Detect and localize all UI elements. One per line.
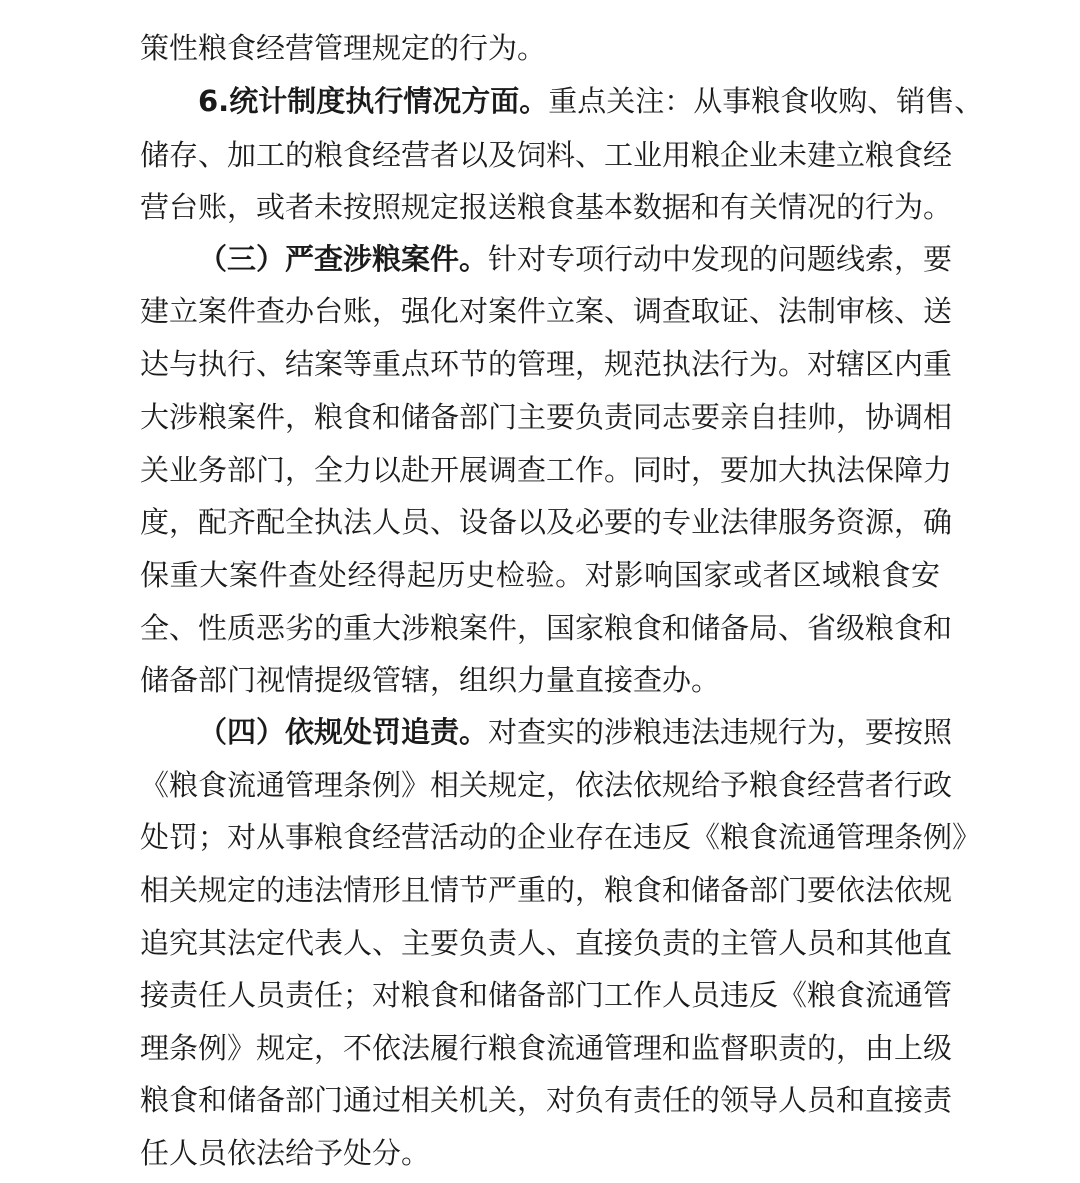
paragraph-line: [140, 284, 953, 338]
paragraph-line: [140, 443, 953, 497]
paragraph-line: [140, 1126, 940, 1180]
paragraph-text: 处罚；对从事粮食经营活动的企业存在违反《粮食流通管理条例》: [140, 820, 982, 854]
paragraph-line: [140, 863, 953, 917]
paragraph-text: 针对专项行动中发现的问题线索，要: [488, 242, 953, 276]
paragraph-text: 相关规定的违法情形且情节严重的，粮食和储备部门要依法依规: [140, 873, 953, 907]
paragraph-line: [140, 653, 940, 707]
paragraph-text: 关业务部门，全力以赴开展调查工作。同时，要加大执法保障力: [140, 453, 953, 487]
paragraph-line: [140, 128, 953, 182]
paragraph-line: [140, 548, 940, 602]
paragraph-line: [140, 968, 953, 1022]
paragraph-text: 保重大案件查处经得起历史检验。对影响国家或者区域粮食安: [140, 558, 940, 592]
section-heading: （三）严查涉粮案件。: [198, 242, 489, 276]
paragraph-line: [140, 495, 953, 549]
paragraph-line: [198, 705, 953, 759]
paragraph-line: [198, 74, 984, 128]
paragraph-line: [140, 180, 953, 234]
paragraph-text: 大涉粮案件，粮食和储备部门主要负责同志要亲自挂帅，协调相: [140, 400, 953, 434]
paragraph-line: [140, 810, 982, 864]
paragraph-text: 全、性质恶劣的重大涉粮案件，国家粮食和储备局、省级粮食和: [140, 611, 953, 645]
paragraph-text: 《粮食流通管理条例》相关规定，依法依规给予粮食经营者行政: [140, 768, 953, 802]
paragraph-text: 储存、加工的粮食经营者以及饲料、工业用粮企业未建立粮食经: [140, 138, 953, 172]
paragraph-text: 理条例》规定，不依法履行粮食流通管理和监督职责的，由上级: [140, 1031, 953, 1065]
item-heading: 6.统计制度执行情况方面。: [198, 84, 549, 118]
paragraph-text: 追究其法定代表人、主要负责人、直接负责的主管人员和其他直: [140, 926, 953, 960]
paragraph-line: [140, 1073, 953, 1127]
section-heading: （四）依规处罚追责。: [198, 715, 489, 749]
paragraph-text: 度，配齐配全执法人员、设备以及必要的专业法律服务资源，确: [140, 505, 953, 539]
paragraph-line: [198, 232, 953, 286]
paragraph-text: 接责任人员责任；对粮食和储备部门工作人员违反《粮食流通管: [140, 978, 953, 1012]
paragraph-text: 达与执行、结案等重点环节的管理，规范执法行为。对辖区内重: [140, 347, 953, 381]
paragraph-line: [140, 758, 953, 812]
paragraph-text: 营台账，或者未按照规定报送粮食基本数据和有关情况的行为。: [140, 190, 953, 224]
paragraph-line: [140, 601, 953, 655]
paragraph-text: 储备部门视情提级管辖，组织力量直接查办。: [140, 663, 721, 697]
paragraph-text: 策性粮食经营管理规定的行为。: [140, 31, 547, 65]
paragraph-line: [140, 337, 953, 391]
paragraph-text: 粮食和储备部门通过相关机关，对负有责任的领导人员和直接责: [140, 1083, 953, 1117]
paragraph-line: [140, 916, 953, 970]
paragraph-text: 对查实的涉粮违法违规行为，要按照: [488, 715, 953, 749]
paragraph-line: [140, 390, 953, 444]
paragraph-text: 重点关注：从事粮食收购、销售、: [548, 84, 984, 118]
paragraph-text: 任人员依法给予处分。: [140, 1136, 431, 1170]
paragraph-line: [140, 1021, 953, 1075]
paragraph-text: 建立案件查办台账，强化对案件立案、调查取证、法制审核、送: [140, 294, 953, 328]
paragraph-line: [140, 21, 940, 75]
